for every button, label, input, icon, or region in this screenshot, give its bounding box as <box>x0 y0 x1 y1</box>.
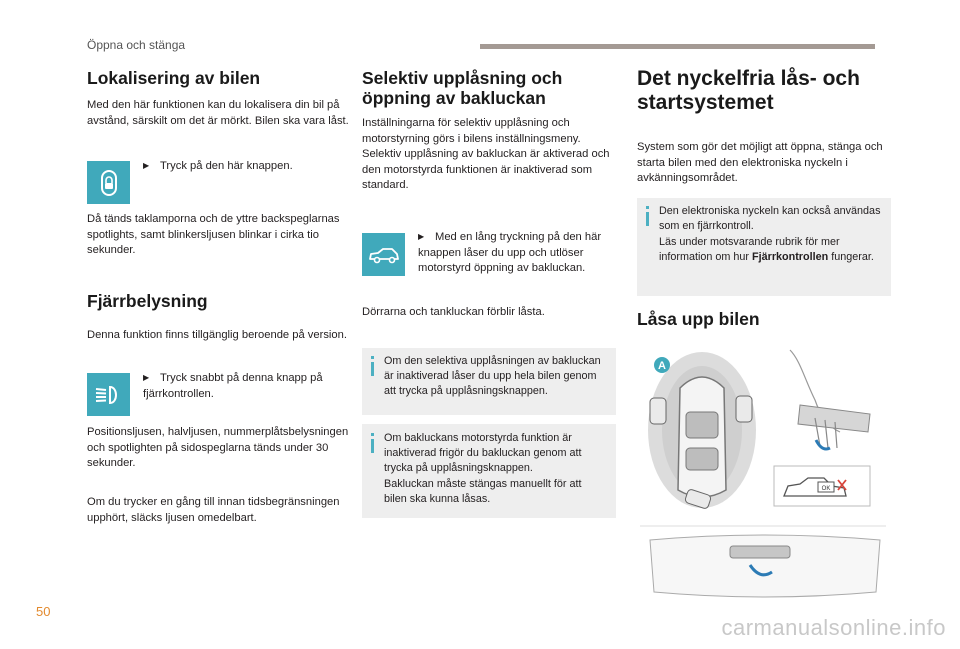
section-title-selective-unlock: Selektiv upplåsning och öppning av bakluckan <box>362 68 563 108</box>
section-title-remote-light: Fjärrbelysning <box>87 291 208 311</box>
header-rule <box>480 44 875 49</box>
remote-light-availability: Denna funktion finns tillgänglig beroende på version. <box>87 329 347 341</box>
lock-button-icon-box <box>87 161 130 204</box>
page-number: 50 <box>36 604 51 619</box>
section-title-unlock-car: Låsa upp bilen <box>637 309 760 329</box>
headlight-button-icon-box <box>87 373 130 416</box>
note-motorized-tailgate <box>362 424 616 518</box>
headlight-icon <box>94 384 124 406</box>
tailgate-button-icon-box <box>362 233 405 276</box>
unlock-illustration <box>640 340 888 610</box>
doors-remain-locked: Dörrarna och tankluckan förblir låsta. <box>362 306 545 318</box>
localize-result: Då tänds taklamporna och de yttre backspeglarnas spotlights, samt blinkersljusen blinkar i cirka tio sekunder. <box>87 213 340 256</box>
selective-unlock-intro: Inställningarna för selektiv upplåsning och motorstyrning görs i bilens inställningsmeny. Selektiv upplåsning av bakluckan är aktiverad och den motorstyrda funktionen är inaktiverad som standard. <box>362 117 610 191</box>
localize-intro: Med den här funktionen kan du lokalisera din bil på avstånd, särskilt om det är mörkt. Bilen ska vara låst. <box>87 99 349 127</box>
figure-ok-label: OK <box>821 486 831 492</box>
note-key-text-a: Den elektroniska nyckeln kan också användas som en fjärrkontroll. <box>659 205 881 232</box>
watermark: carmanualsonline.info <box>721 615 946 640</box>
lock-icon <box>96 168 122 198</box>
note-selective-unlock-text: Om den selektiva upplåsningen av bakluckan är inaktiverad låser du upp hela bilen genom att trycka på upplåsningsknappen. <box>384 355 601 397</box>
note-motorized-text-a: Om bakluckans motorstyrda funktion är inaktiverad frigör du bakluckan genom att trycka på upplåsningsknappen. <box>384 432 582 474</box>
section-label: Öppna och stänga <box>87 38 186 52</box>
keyless-intro: System som gör det möjligt att öppna, stänga och starta bilen med den elektroniska nyckeln i avkänningsområdet. <box>637 141 883 184</box>
note-selective-unlock <box>362 348 616 415</box>
section-title-keyless: Det nyckelfria lås- och startsystemet <box>637 67 860 114</box>
note-key-text-b: Läs under motsvarande rubrik för mer information om hur Fjärrkontrollen fungerar. <box>659 236 874 263</box>
bullet-press-button: ▶ Tryck på den här knappen. <box>143 160 293 172</box>
bullet-long-press: ▶ Med en lång tryckning på den här knappen låser du upp och utlöser motorstyrd öppning av bakluckan. <box>418 231 602 274</box>
note-motorized-text-b: Bakluckan måste stängas manuellt för att bilen ska kunna låsas. <box>384 478 582 505</box>
section-title-localize: Lokalisering av bilen <box>87 68 261 88</box>
bullet-remote-press: ▶ Tryck snabbt på denna knapp på fjärrkontrollen. <box>143 372 323 400</box>
remote-light-cancel: Om du trycker en gång till innan tidsbegränsningen upphört, släcks ljusen omedelbart. <box>87 496 340 524</box>
figure-label-a: A <box>658 360 666 372</box>
car-icon <box>367 245 401 265</box>
note-electronic-key <box>637 198 891 296</box>
remote-light-result: Positionsljusen, halvljusen, nummerplåtsbelysningen och spotlighten på sidospeglarna tänds under 30 sekunder. <box>87 426 349 469</box>
